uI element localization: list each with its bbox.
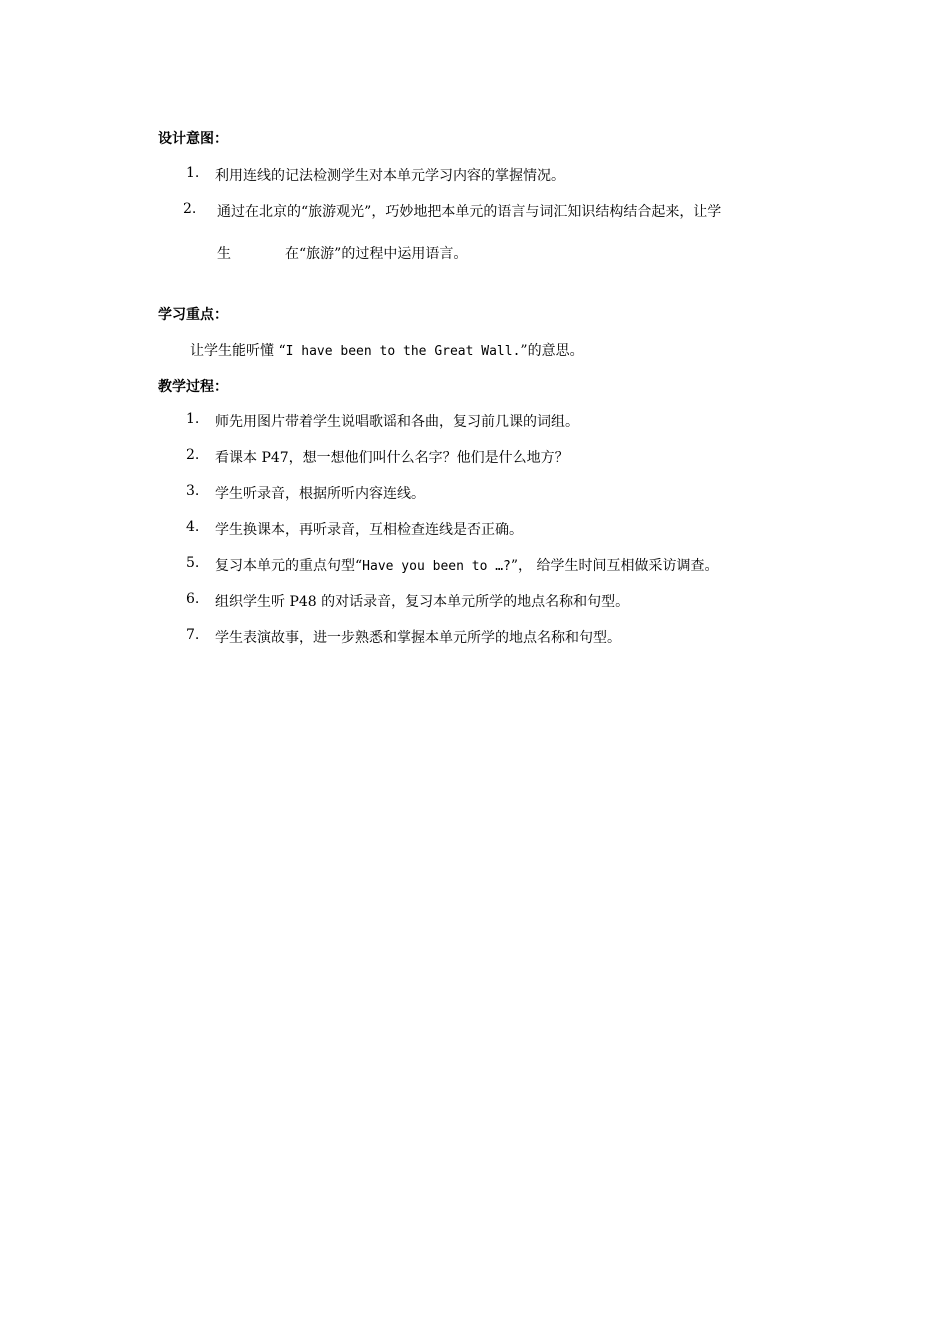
design-item-1-text: 利用连线的记法检测学生对本单元学习内容的掌握情况。 xyxy=(215,168,565,184)
process-item-2-number: 2. xyxy=(186,447,200,463)
design-intent-heading: 设计意图： xyxy=(158,131,228,147)
teaching-process-heading: 教学过程： xyxy=(158,379,228,395)
design-item-2-number: 2. xyxy=(183,201,197,217)
process-item-1-text: 师先用图片带着学生说唱歌谣和各曲，复习前几课的词组。 xyxy=(215,414,579,430)
learning-focus-text xyxy=(190,340,584,360)
process-item-6-text: 组织学生听 P48 的对话录音，复习本单元所学的地点名称和句型。 xyxy=(215,594,630,610)
process-item-5-english: Have you been to …? xyxy=(362,559,511,574)
design-item-1-number: 1. xyxy=(186,165,200,181)
design-item-2-continuation-a: 生 xyxy=(217,246,231,262)
process-item-5-post: ”， 给学生时间互相做采访调查。 xyxy=(510,558,719,574)
focus-text-post: ”的意思。 xyxy=(520,343,584,359)
design-item-2-text: 通过在北京的“旅游观光”，巧妙地把本单元的语言与词汇知识结构结合起来，让学 xyxy=(217,204,722,220)
process-item-5-number: 5. xyxy=(186,555,200,571)
process-item-2-text: 看课本 P47，想一想他们叫什么名字？他们是什么地方？ xyxy=(215,450,569,466)
process-item-5-text xyxy=(215,555,719,575)
process-item-1-number: 1. xyxy=(186,411,200,427)
design-item-2-continuation-b: 在“旅游”的过程中运用语言。 xyxy=(285,246,468,262)
process-item-5-pre: 复习本单元的重点句型“ xyxy=(215,558,363,574)
process-item-6-number: 6. xyxy=(186,591,200,607)
learning-focus-heading: 学习重点： xyxy=(158,307,228,323)
process-item-4-text: 学生换课本，再听录音，互相检查连线是否正确。 xyxy=(215,522,523,538)
process-item-3-text: 学生听录音，根据所听内容连线。 xyxy=(215,486,425,502)
process-item-7-number: 7. xyxy=(186,627,200,643)
process-item-3-number: 3. xyxy=(186,483,200,499)
process-item-7-text: 学生表演故事，进一步熟悉和掌握本单元所学的地点名称和句型。 xyxy=(215,630,621,646)
focus-english-sentence: I have been to the Great Wall. xyxy=(285,344,521,359)
focus-text-pre: 让学生能听懂 “ xyxy=(190,343,286,359)
process-item-4-number: 4. xyxy=(186,519,200,535)
